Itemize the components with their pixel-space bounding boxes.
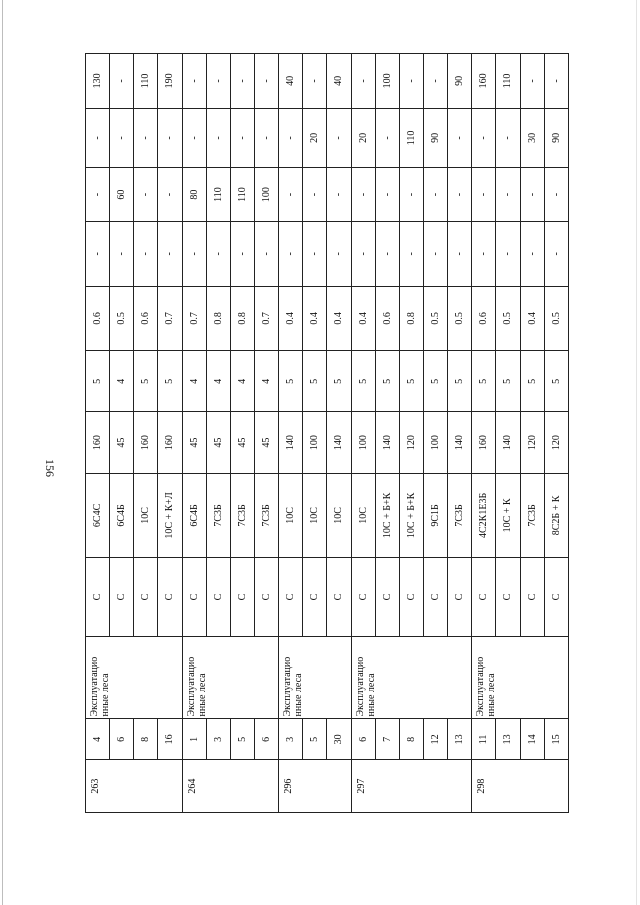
data-cell: 10С [351, 473, 375, 557]
data-cell: С [182, 558, 206, 637]
data-cell: 100 [423, 412, 447, 473]
data-cell: - [375, 222, 399, 287]
data-cell: - [496, 222, 520, 287]
data-cell: - [110, 108, 134, 167]
stand-number-cell: 8 [134, 719, 158, 760]
data-cell: 10С + Б+К [399, 473, 423, 557]
data-cell: - [520, 54, 544, 109]
data-cell: - [254, 108, 278, 167]
data-cell: - [327, 108, 351, 167]
data-cell: 140 [448, 412, 472, 473]
data-cell: - [520, 222, 544, 287]
data-cell: 100 [254, 168, 278, 222]
forest-category-cell: Эксплуатацио нные леса [86, 637, 183, 719]
data-cell: С [158, 558, 182, 637]
data-cell: 10С + Б+К [375, 473, 399, 557]
data-cell: С [423, 558, 447, 637]
data-cell: 5 [544, 351, 568, 412]
data-cell: 45 [206, 412, 230, 473]
stand-number-cell: 5 [230, 719, 254, 760]
data-cell: 4 [230, 351, 254, 412]
data-cell: 20 [351, 108, 375, 167]
data-cell: - [472, 108, 496, 167]
data-cell: - [303, 222, 327, 287]
data-cell: - [279, 168, 303, 222]
stand-number-cell: 13 [496, 719, 520, 760]
data-cell: 5 [327, 351, 351, 412]
data-cell: - [206, 108, 230, 167]
data-cell: С [351, 558, 375, 637]
data-cell: С [520, 558, 544, 637]
data-cell: 5 [448, 351, 472, 412]
stand-number-cell: 3 [206, 719, 230, 760]
data-cell: - [399, 54, 423, 109]
data-cell: 100 [351, 412, 375, 473]
data-cell: С [134, 558, 158, 637]
quarter-cell: 263 [86, 760, 183, 813]
forest-category-cell: Эксплуатацио нные леса [351, 637, 472, 719]
data-cell: 45 [110, 412, 134, 473]
data-cell: С [206, 558, 230, 637]
stand-number-cell: 15 [544, 719, 568, 760]
data-cell: 140 [496, 412, 520, 473]
data-cell: - [279, 108, 303, 167]
data-cell: 7С3Б [230, 473, 254, 557]
data-cell: 60 [110, 168, 134, 222]
data-cell: 10С [327, 473, 351, 557]
data-cell: 10С + К [496, 473, 520, 557]
data-cell: 0.6 [134, 286, 158, 351]
data-cell: 0.7 [254, 286, 278, 351]
data-cell: - [448, 222, 472, 287]
data-cell: 0.5 [423, 286, 447, 351]
data-cell: 160 [134, 412, 158, 473]
stand-number-cell: 4 [86, 719, 110, 760]
data-cell: С [327, 558, 351, 637]
data-cell: 4 [182, 351, 206, 412]
data-cell: 0.7 [158, 286, 182, 351]
data-cell: - [86, 108, 110, 167]
data-cell: - [399, 222, 423, 287]
scan-edge-line [636, 0, 637, 905]
data-cell: 0.4 [303, 286, 327, 351]
data-cell: 4 [206, 351, 230, 412]
data-cell: - [375, 168, 399, 222]
stand-number-cell: 13 [448, 719, 472, 760]
data-cell: 40 [327, 54, 351, 109]
data-cell: 0.6 [86, 286, 110, 351]
data-cell: - [230, 54, 254, 109]
data-cell: 45 [230, 412, 254, 473]
data-cell: - [496, 168, 520, 222]
data-cell: - [423, 168, 447, 222]
data-cell: - [254, 222, 278, 287]
quarter-cell: 296 [279, 760, 351, 813]
data-cell: - [399, 168, 423, 222]
stand-number-cell: 6 [351, 719, 375, 760]
page-number: 156 [43, 459, 57, 477]
data-cell: 160 [158, 412, 182, 473]
stand-number-cell: 8 [399, 719, 423, 760]
data-cell: 0.7 [182, 286, 206, 351]
data-cell: 10С [134, 473, 158, 557]
data-cell: 5 [423, 351, 447, 412]
data-cell: - [544, 168, 568, 222]
data-cell: 90 [423, 108, 447, 167]
data-cell: 7С3Б [448, 473, 472, 557]
scan-edge-line [2, 0, 3, 905]
data-cell: - [351, 54, 375, 109]
stand-number-cell: 6 [254, 719, 278, 760]
data-cell: - [303, 168, 327, 222]
data-cell: - [448, 108, 472, 167]
data-cell: С [254, 558, 278, 637]
data-cell: 5 [351, 351, 375, 412]
data-cell: 110 [206, 168, 230, 222]
data-cell: 6С4Б [110, 473, 134, 557]
data-cell: 10С + К+Л [158, 473, 182, 557]
data-cell: 9С1Б [423, 473, 447, 557]
data-cell: 40 [279, 54, 303, 109]
stand-number-cell: 7 [375, 719, 399, 760]
data-cell: 0.4 [327, 286, 351, 351]
data-cell: - [375, 108, 399, 167]
data-cell: 0.5 [110, 286, 134, 351]
data-cell: 0.6 [472, 286, 496, 351]
forest-inventory-table [85, 53, 569, 813]
data-cell: С [303, 558, 327, 637]
data-cell: - [182, 108, 206, 167]
data-cell: - [544, 54, 568, 109]
data-cell: - [303, 54, 327, 109]
data-cell: 5 [134, 351, 158, 412]
data-cell: 5 [496, 351, 520, 412]
data-cell: - [182, 222, 206, 287]
data-cell: 5 [472, 351, 496, 412]
data-cell: - [544, 222, 568, 287]
data-cell: - [327, 168, 351, 222]
data-cell: 4С2К1Е3Б [472, 473, 496, 557]
data-cell: С [230, 558, 254, 637]
data-cell: 110 [399, 108, 423, 167]
data-cell: 190 [158, 54, 182, 109]
quarter-cell: 264 [182, 760, 279, 813]
stand-number-cell: 14 [520, 719, 544, 760]
data-cell: - [327, 222, 351, 287]
data-cell: - [158, 222, 182, 287]
data-cell: - [158, 168, 182, 222]
forest-category-cell: Эксплуатацио нные леса [472, 637, 569, 719]
data-cell: 5 [399, 351, 423, 412]
stand-number-cell: 6 [110, 719, 134, 760]
data-cell: - [86, 168, 110, 222]
data-cell: - [472, 168, 496, 222]
data-cell: - [86, 222, 110, 287]
data-cell: 0.4 [279, 286, 303, 351]
data-cell: С [544, 558, 568, 637]
data-cell: - [496, 108, 520, 167]
data-cell: 160 [472, 54, 496, 109]
data-cell: 90 [448, 54, 472, 109]
data-cell: 0.5 [496, 286, 520, 351]
data-cell: - [206, 222, 230, 287]
stand-number-cell: 11 [472, 719, 496, 760]
data-cell: - [206, 54, 230, 109]
data-cell: 5 [158, 351, 182, 412]
data-cell: 120 [520, 412, 544, 473]
stand-number-cell: 1 [182, 719, 206, 760]
data-cell: 6С4Б [182, 473, 206, 557]
data-cell: - [134, 222, 158, 287]
forest-category-cell: Эксплуатацио нные леса [182, 637, 279, 719]
data-cell: С [86, 558, 110, 637]
data-cell: 0.5 [448, 286, 472, 351]
data-cell: - [423, 54, 447, 109]
data-cell: 45 [182, 412, 206, 473]
data-cell: 0.8 [230, 286, 254, 351]
data-cell: - [520, 168, 544, 222]
table-row [279, 54, 303, 813]
data-cell: 0.8 [399, 286, 423, 351]
forest-category-cell: Эксплуатацио нные леса [279, 637, 351, 719]
data-cell: 110 [134, 54, 158, 109]
data-cell: 100 [375, 54, 399, 109]
data-cell: 80 [182, 168, 206, 222]
data-cell: С [448, 558, 472, 637]
data-cell: С [399, 558, 423, 637]
data-cell: 0.4 [351, 286, 375, 351]
data-cell: 6С4С [86, 473, 110, 557]
data-cell: 7С3Б [254, 473, 278, 557]
data-cell: - [110, 222, 134, 287]
data-cell: 100 [303, 412, 327, 473]
data-cell: 160 [472, 412, 496, 473]
data-cell: С [279, 558, 303, 637]
table-row [351, 54, 375, 813]
data-cell: - [230, 108, 254, 167]
table-row [182, 54, 206, 813]
data-cell: 5 [86, 351, 110, 412]
data-cell: 140 [327, 412, 351, 473]
data-cell: - [110, 54, 134, 109]
stand-number-cell: 3 [279, 719, 303, 760]
data-cell: 20 [303, 108, 327, 167]
data-cell: С [472, 558, 496, 637]
data-cell: 140 [279, 412, 303, 473]
data-cell: 0.4 [520, 286, 544, 351]
data-cell: 5 [279, 351, 303, 412]
data-cell: 8С2Б + К [544, 473, 568, 557]
data-cell: - [472, 222, 496, 287]
data-cell: 0.5 [544, 286, 568, 351]
data-cell: 90 [544, 108, 568, 167]
data-cell: - [134, 108, 158, 167]
data-cell: 10С [279, 473, 303, 557]
data-cell: - [351, 222, 375, 287]
stand-number-cell: 30 [327, 719, 351, 760]
data-cell: 0.6 [375, 286, 399, 351]
table-row [86, 54, 110, 813]
data-cell: 110 [230, 168, 254, 222]
data-cell: - [448, 168, 472, 222]
data-cell: 4 [254, 351, 278, 412]
data-cell: 7С3Б [520, 473, 544, 557]
data-cell: С [375, 558, 399, 637]
data-cell: - [158, 108, 182, 167]
stand-number-cell: 5 [303, 719, 327, 760]
data-cell: - [279, 222, 303, 287]
data-cell: 120 [399, 412, 423, 473]
data-cell: 140 [375, 412, 399, 473]
rotated-table-wrapper [85, 53, 569, 813]
data-cell: 5 [303, 351, 327, 412]
data-cell: 5 [375, 351, 399, 412]
quarter-cell: 297 [351, 760, 472, 813]
data-cell: 4 [110, 351, 134, 412]
stand-number-cell: 16 [158, 719, 182, 760]
data-cell: - [423, 222, 447, 287]
data-cell: 160 [86, 412, 110, 473]
data-cell: - [134, 168, 158, 222]
data-cell: 45 [254, 412, 278, 473]
quarter-cell: 298 [472, 760, 569, 813]
data-cell: - [230, 222, 254, 287]
data-cell: С [496, 558, 520, 637]
data-cell: 0.8 [206, 286, 230, 351]
data-cell: 10С [303, 473, 327, 557]
data-cell: 110 [496, 54, 520, 109]
data-cell: 30 [520, 108, 544, 167]
data-cell: - [351, 168, 375, 222]
data-cell: - [182, 54, 206, 109]
data-cell: 130 [86, 54, 110, 109]
table-row [472, 54, 496, 813]
data-cell: С [110, 558, 134, 637]
stand-number-cell: 12 [423, 719, 447, 760]
data-cell: 7С3Б [206, 473, 230, 557]
data-cell: - [254, 54, 278, 109]
data-cell: 5 [520, 351, 544, 412]
data-cell: 120 [544, 412, 568, 473]
